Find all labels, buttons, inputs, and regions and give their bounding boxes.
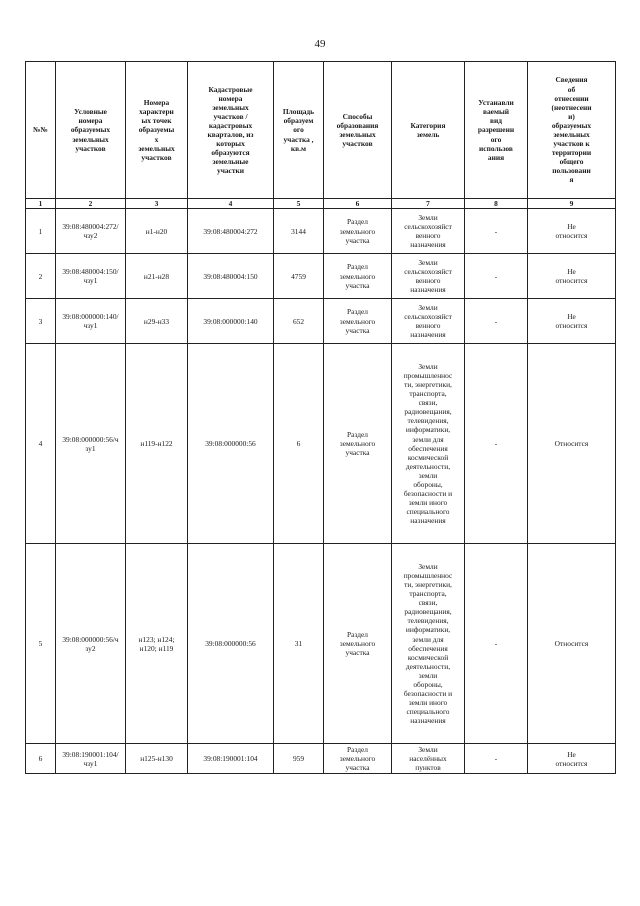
land-category: Земли сельскохозяйст венного назначения	[392, 209, 465, 254]
conditional-number: 39:08:000000:56/ч зу1	[56, 344, 126, 544]
permitted-use: -	[465, 744, 528, 774]
table-row	[26, 344, 616, 544]
conditional-number: 39:08:000000:56/ч зу2	[56, 544, 126, 744]
public-use-relation: Не относится	[528, 299, 616, 344]
public-use-relation: Относится	[528, 544, 616, 744]
permitted-use: -	[465, 209, 528, 254]
row-number: 6	[26, 744, 56, 774]
column-number: 4	[188, 199, 274, 209]
land-plots-table	[25, 61, 616, 774]
plot-area: 6	[274, 344, 324, 544]
cadastral-number: 39:08:480004:150	[188, 254, 274, 299]
cadastral-number: 39:08:000000:56	[188, 344, 274, 544]
column-number: 1	[26, 199, 56, 209]
header-cell: №№	[26, 62, 56, 199]
table-row	[26, 299, 616, 344]
plot-area: 652	[274, 299, 324, 344]
formation-method: Раздел земельного участка	[324, 299, 392, 344]
characteristic-points: н29-н33	[126, 299, 188, 344]
conditional-number: 39:08:190001:104/ чзу1	[56, 744, 126, 774]
header-cell: Сведения об отнесении (неотнесени и) образуемых земельных участков к территории общего пользовани я	[528, 62, 616, 199]
cadastral-number: 39:08:000000:56	[188, 544, 274, 744]
permitted-use: -	[465, 254, 528, 299]
plot-area: 3144	[274, 209, 324, 254]
conditional-number: 39:08:480004:150/ чзу1	[56, 254, 126, 299]
public-use-relation: Относится	[528, 344, 616, 544]
cadastral-number: 39:08:480004:272	[188, 209, 274, 254]
column-number: 6	[324, 199, 392, 209]
land-category: Земли промышленнос ти, энергетики, транспорта, связи, радиовещания, телевидения, информатики, земли для обеспечения космической деятельности, земли обороны, безопасности и земли иного специального назначения	[392, 544, 465, 744]
column-number: 2	[56, 199, 126, 209]
cadastral-number: 39:08:190001:104	[188, 744, 274, 774]
characteristic-points: н125-н130	[126, 744, 188, 774]
permitted-use: -	[465, 544, 528, 744]
public-use-relation: Не относится	[528, 209, 616, 254]
header-cell: Кадастровые номера земельных участков / кадастровых кварталов, из которых образуются земельные участки	[188, 62, 274, 199]
row-number: 4	[26, 344, 56, 544]
formation-method: Раздел земельного участка	[324, 254, 392, 299]
public-use-relation: Не относится	[528, 744, 616, 774]
header-cell: Условные номера образуемых земельных участков	[56, 62, 126, 199]
column-number-row	[26, 199, 616, 209]
column-number: 3	[126, 199, 188, 209]
characteristic-points: н123; н124; н120; н119	[126, 544, 188, 744]
header-cell: Площадь образуем ого участка , кв.м	[274, 62, 324, 199]
formation-method: Раздел земельного участка	[324, 544, 392, 744]
permitted-use: -	[465, 299, 528, 344]
column-number: 7	[392, 199, 465, 209]
formation-method: Раздел земельного участка	[324, 209, 392, 254]
formation-method: Раздел земельного участка	[324, 344, 392, 544]
header-cell: Способы образования земельных участков	[324, 62, 392, 199]
formation-method: Раздел земельного участка	[324, 744, 392, 774]
plot-area: 31	[274, 544, 324, 744]
column-number: 8	[465, 199, 528, 209]
characteristic-points: н1-н20	[126, 209, 188, 254]
column-number: 5	[274, 199, 324, 209]
cadastral-number: 39:08:000000:140	[188, 299, 274, 344]
table-row	[26, 544, 616, 744]
header-cell: Категория земель	[392, 62, 465, 199]
land-category: Земли населённых пунктов	[392, 744, 465, 774]
conditional-number: 39:08:000000:140/ чзу1	[56, 299, 126, 344]
header-cell: Устанавли ваемый вид разрешенн ого использов ания	[465, 62, 528, 199]
page-number: 49	[314, 38, 326, 50]
land-category: Земли промышленнос ти, энергетики, транспорта, связи, радиовещания, телевидения, информатики, земли для обеспечения космической деятельности, земли обороны, безопасности и земли иного специального назначения	[392, 344, 465, 544]
table-row	[26, 744, 616, 774]
plot-area: 959	[274, 744, 324, 774]
land-category: Земли сельскохозяйст венного назначения	[392, 299, 465, 344]
header-row	[26, 62, 616, 199]
row-number: 1	[26, 209, 56, 254]
row-number: 5	[26, 544, 56, 744]
conditional-number: 39:08:480004:272/ чзу2	[56, 209, 126, 254]
column-number: 9	[528, 199, 616, 209]
characteristic-points: н119-н122	[126, 344, 188, 544]
row-number: 2	[26, 254, 56, 299]
characteristic-points: н21-н28	[126, 254, 188, 299]
table-row	[26, 209, 616, 254]
table-row	[26, 254, 616, 299]
plot-area: 4759	[274, 254, 324, 299]
permitted-use: -	[465, 344, 528, 544]
row-number: 3	[26, 299, 56, 344]
public-use-relation: Не относится	[528, 254, 616, 299]
land-category: Земли сельскохозяйст венного назначения	[392, 254, 465, 299]
header-cell: Номера характерн ых точек образуемы х земельных участков	[126, 62, 188, 199]
